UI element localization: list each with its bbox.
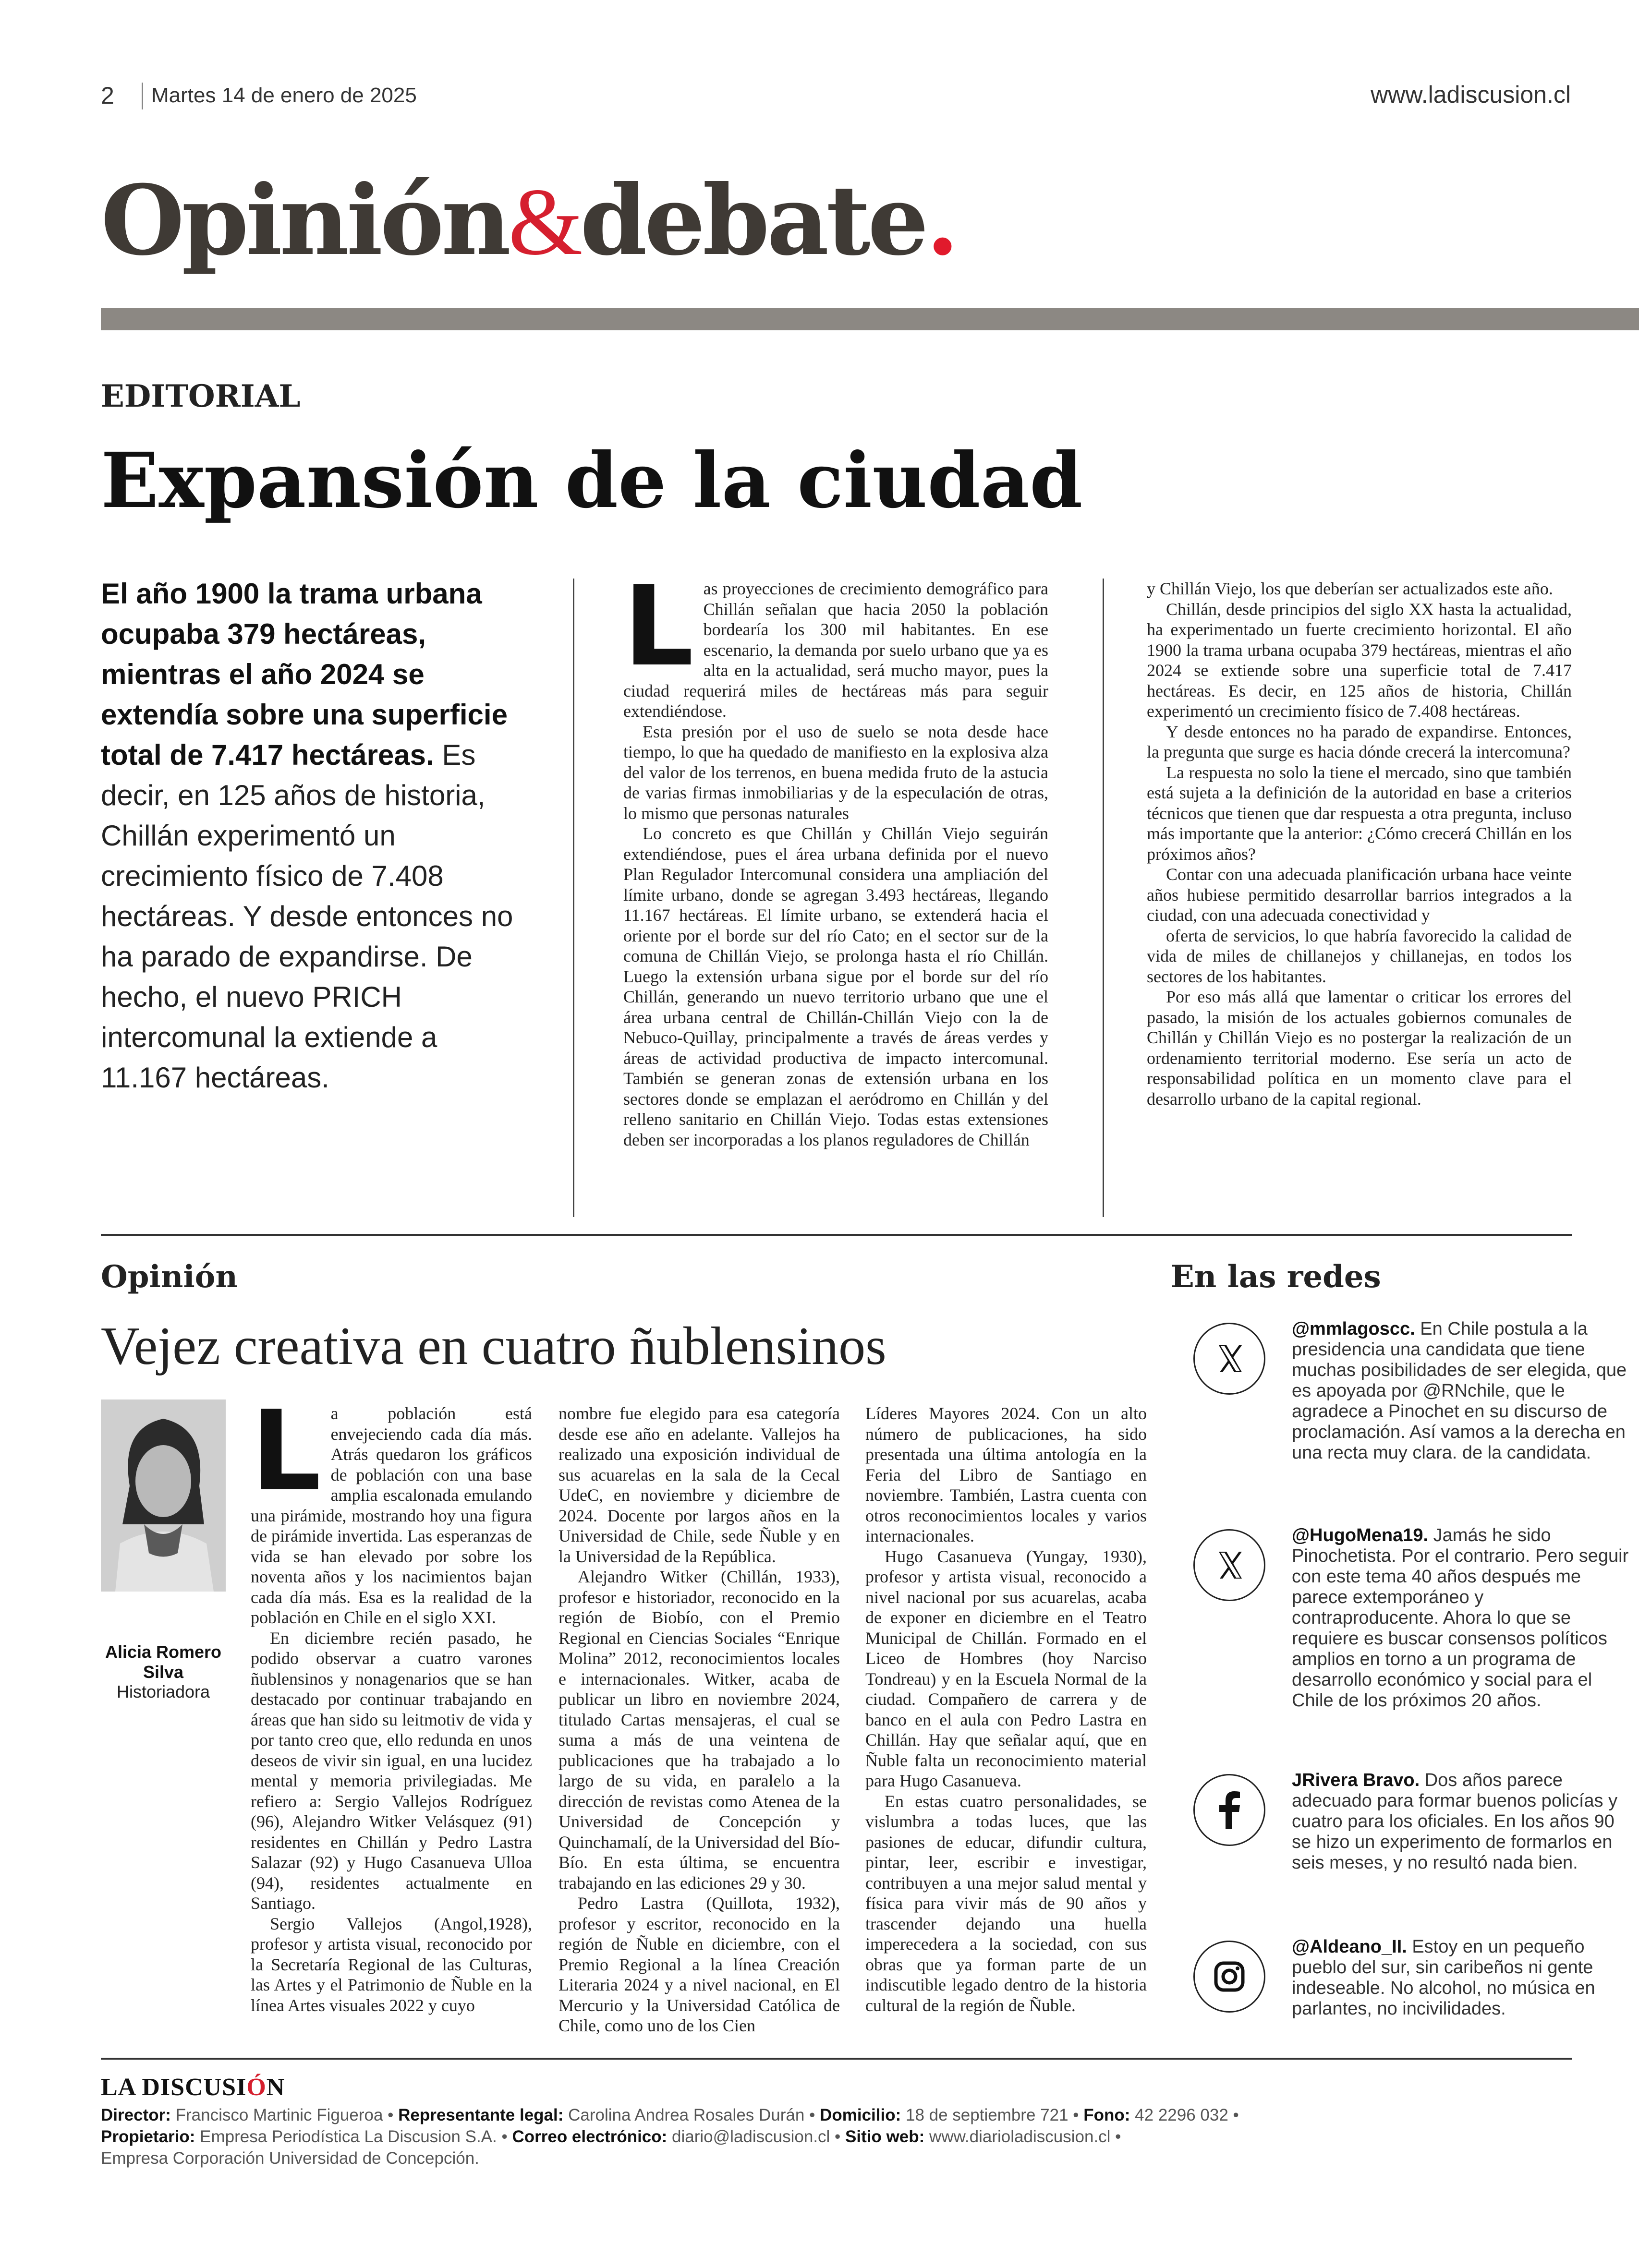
- opinion-column-3: [865, 1403, 1147, 2015]
- paragraph: Esta presión por el uso de suelo se nota desde hace tiempo, lo que ha quedado de manifiesto en la explosiva alza del valor de los terrenos, en buena medida fruto de la astucia de varias firmas inmobiliarias y de la especulación de otras, lo mismo que personas naturales: [623, 722, 1048, 823]
- editorial-lead-rest: Es decir, en 125 años de historia, Chillán experimentó un crecimiento físico de 7.408 hectáreas. Y desde entonces no ha parado de expandirse. De hecho, el nuevo PRICH intercomunal la extiende a 11.167 hectáreas.: [101, 739, 513, 1094]
- address-value: 18 de septiembre 721 •: [901, 2106, 1084, 2124]
- logo-accent: Ó: [246, 2074, 267, 2101]
- paragraph: nombre fue elegido para esa categoría desde ese año en adelante. Vallejos ha realizado una exposición individual de sus acuarelas en la sala de la Cecal UdeC, en noviembre y diciembre de 2024. Docente por largos años en la Universidad de Chile, sede Ñuble y en la Universidad de la República.: [558, 1404, 840, 1566]
- opinion-kicker: Opinión: [101, 1259, 238, 1295]
- opinion-column-1: [251, 1387, 532, 2015]
- column-divider: [1103, 579, 1104, 1217]
- footer-credits-line-3: Empresa Corporación Universidad de Concepción.: [101, 2149, 479, 2168]
- phone-value: 42 2296 032 •: [1130, 2106, 1239, 2124]
- section-title-debate: debate: [580, 164, 926, 277]
- paragraph: En diciembre recién pasado, he podido observar a cuatro varones ñublensinos y nonagenarios que se han destacado por continuar trabajando en áreas que han sido su leitmotiv de vida y por tanto creo que, ello redunda en unos deseos de vivir sin igual, en una lucidez mental y memoria privilegiadas. Me refiero a: Sergio Vallejos Rodríguez (96), Alejandro Witker Velásquez (91) residentes en Chillán y Pedro Lastra Salazar (92) y Hugo Casanueva Ulloa (94), residentes actualmente en Santiago.: [251, 1628, 532, 1913]
- email-label: Correo electrónico:: [512, 2127, 668, 2146]
- opinion-dropcap: L: [251, 1387, 321, 1516]
- x-icon: [1193, 1323, 1265, 1395]
- editorial-lead-bold: El año 1900 la trama urbana ocupaba 379 hectáreas, mientras el año 2024 se extendía sobre una superficie total de 7.417 hectáreas.: [101, 578, 508, 771]
- paragraph: Contar con una adecuada planificación urbana hace veinte años hubiese permitido desarrollar barrios integrados a la ciudad, con una adecuada conectividad y: [1147, 865, 1572, 925]
- paragraph: Por eso más allá que lamentar o criticar los errores del pasado, la misión de los actuales gobiernos comunales de Chillán y Chillán Viejo es no postergar la realización de un ordenamiento territorial moderno. Ese sería un acto de responsabilidad política en un momento clave para el desarrollo urbano de la capital regional.: [1147, 987, 1572, 1109]
- editorial-column-2: [1147, 579, 1572, 1109]
- author-name: Alicia Romero Silva: [105, 1642, 222, 1682]
- social-post-text: [1292, 1525, 1633, 1711]
- paragraph: Pedro Lastra (Quillota, 1932), profesor y escritor, reconocido en la región de Ñuble en diciembre, con el Premio Regional a la línea Creación Literaria 2024 y a nivel nacional, en El Mercurio y la Universidad Católica de Chile, como uno de los Cien: [558, 1894, 840, 2035]
- email-value[interactable]: diario@ladiscusion.cl •: [667, 2127, 846, 2146]
- instagram-icon: [1193, 1941, 1265, 2013]
- rep-label: Representante legal:: [398, 2106, 564, 2124]
- rep-value: Carolina Andrea Rosales Durán •: [563, 2106, 820, 2124]
- social-handle[interactable]: @Aldeano_II.: [1292, 1937, 1407, 1957]
- paragraph: Chillán, desde principios del siglo XX hasta la actualidad, ha experimentado un fuerte crecimiento horizontal. El año 1900 la trama urbana ocupaba 379 hectáreas, mientras el año 2024 se extiende sobre una superficie total de 7.417 hectáreas. Es decir, en 125 años de historia, Chillán experimentó un crecimiento físico de 7.408 hectáreas.: [1147, 599, 1572, 721]
- paragraph: y Chillán Viejo, los que deberían ser actualizados este año.: [1147, 579, 1553, 598]
- editorial-dropcap: L: [623, 563, 694, 691]
- page-number: 2: [101, 82, 114, 109]
- paragraph: oferta de servicios, lo que habría favorecido la calidad de vida de miles de chillanejos y chillanejas, en todos los sectores de los habitantes.: [1147, 926, 1572, 986]
- section-title: [101, 164, 957, 277]
- paragraph: Lo concreto es que Chillán y Chillán Viejo seguirán extendiéndose, pues el área urbana definida por el nuevo Plan Regulador Intercomunal considera una ampliación del límite urbano, donde se agregan 3.493 hectáreas, llegando 11.167 hectáreas. El límite urbano, se extenderá hacia el oriente por el borde sur del río Cato; en el sector sur de la comuna de Chillán Viejo, se prolonga hasta el río Chillán. Luego la extensión urbana sigue por el borde sur del río Chillán, generando un nuevo territorio urbano que une el área urbana central de Chillán-Chillán Viejo con la de Nebuco-Quillay, principalmente a través de áreas verdes y áreas de actividad productiva de impacto intercomunal. También se generan zonas de extensión urbana en los sectores donde se emplazan el aeródromo en Chillán y del relleno sanitario en Chillán Viejo. Todas estas extensiones deben ser incorporadas a los planos reguladores de Chillán: [623, 824, 1048, 1149]
- paragraph: La respuesta no solo la tiene el mercado, sino que también está sujeta a la definición de la autoridad en base a criterios técnicos que tienen que dar respuesta a otra pregunta, incluso más importante que la anterior: ¿Cómo crecerá Chillán en los próximos años?: [1147, 762, 1572, 864]
- paragraph: a población está envejeciendo cada día más. Atrás quedaron los gráficos de población con una base amplia escalonada emulando una pirámide, mostrando hoy una figura de pirámide invertida. Las esperanzas de vida se han elevado por sobre los noventa años y los nacimientos bajan cada día más. Esa es la realidad de la población en Chile en el siglo XXI.: [251, 1404, 532, 1627]
- issue-date: Martes 14 de enero de 2025: [151, 84, 417, 107]
- site-label: Sitio web:: [845, 2127, 925, 2146]
- section-title-dot: .: [925, 164, 957, 277]
- director-label: Director:: [101, 2106, 171, 2124]
- social-handle[interactable]: @mmlagoscc.: [1292, 1319, 1415, 1339]
- social-section-title: En las redes: [1171, 1259, 1381, 1295]
- header-divider: [142, 83, 143, 109]
- social-post-body: Estoy en un pequeño pueblo del sur, sin caribeños ni gente indeseable. No alcohol, no música en parlantes, no incivilidades.: [1292, 1937, 1595, 2019]
- editorial-column-1: [623, 563, 1048, 1150]
- social-post-body: Dos años parece adecuado para formar buenos policías y cuatro para los oficiales. En los años 90 se hizo un experimento de formarlos en seis meses, y no resultó nada bien.: [1292, 1770, 1618, 1873]
- opinion-column-2: [558, 1403, 840, 2036]
- editorial-headline: Expansión de la ciudad: [101, 436, 1083, 525]
- logo-text: LA DISCUSI: [101, 2074, 247, 2101]
- footer-divider: [101, 2058, 1572, 2060]
- paragraph: Y desde entonces no ha parado de expandirse. Entonces, la pregunta que surge es hacia dónde crecerá la intercomuna?: [1147, 722, 1572, 761]
- social-post-text: [1292, 1319, 1633, 1463]
- social-post-body: En Chile postula a la presidencia una candidata que tiene muchas posibilidades de ser elegida, que es apoyada por @RNchile, que le agradece a Pinochet en su discurso de proclamación. Así vamos a la derecha en una recta muy clara. de la candidata.: [1292, 1319, 1627, 1463]
- owner-value: Empresa Periodística La Discusion S.A. •: [195, 2127, 512, 2146]
- paragraph: as proyecciones de crecimiento demográfico para Chillán señalan que hacia 2050 la población bordearía los 300 mil habitantes. En ese escenario, la demanda por suelo urbano que ya es alta en la actualidad, será mucho mayor, pues la ciudad requerirá miles de hectáreas más para seguir extendiéndose.: [623, 579, 1048, 721]
- director-value: Francisco Martinic Figueroa •: [170, 2106, 399, 2124]
- author-photo: [101, 1399, 226, 1592]
- footer-credits-line-2: [101, 2126, 1121, 2147]
- owner-label: Propietario:: [101, 2127, 195, 2146]
- facebook-icon: [1193, 1774, 1265, 1846]
- section-divider: [101, 1234, 1572, 1236]
- section-band: [101, 308, 1639, 330]
- x-icon: [1193, 1529, 1265, 1601]
- social-handle[interactable]: JRivera Bravo.: [1292, 1770, 1420, 1790]
- website-link[interactable]: www.ladiscusion.cl: [1371, 81, 1571, 108]
- phone-label: Fono:: [1083, 2106, 1130, 2124]
- social-post-text: [1292, 1770, 1633, 1873]
- social-handle[interactable]: @HugoMena19.: [1292, 1525, 1429, 1545]
- address-label: Domicilio:: [820, 2106, 901, 2124]
- site-value[interactable]: www.diarioladiscusion.cl •: [924, 2127, 1121, 2146]
- section-title-opinion: Opinión: [101, 164, 509, 277]
- logo-text-end: N: [266, 2074, 285, 2101]
- section-title-ampersand: &: [508, 169, 580, 275]
- editorial-lead: [101, 574, 523, 1098]
- opinion-headline: Vejez creativa en cuatro ñublensinos: [101, 1316, 886, 1376]
- editorial-kicker: EDITORIAL: [101, 378, 301, 414]
- footer-credits-line-1: [101, 2105, 1239, 2126]
- newspaper-logo: [101, 2073, 285, 2101]
- author-role: Historiadora: [116, 1682, 210, 1701]
- paragraph: En estas cuatro personalidades, se vislumbra a todas luces, que las pasiones de educar, difundir cultura, pintar, leer, escribir e investigar, contribuyen a una mejor salud mental y física para vivir más de 90 años y trascender dejando una huella imperecedera a la sociedad, con sus obras que ya forman parte de un indiscutible legado dentro de la historia cultural de la región de Ñuble.: [865, 1791, 1147, 2015]
- paragraph: Alejandro Witker (Chillán, 1933), profesor e historiador, reconocido en la región de Biobío, con el Premio Regional en Ciencias Sociales “Enrique Molina” 2012, reconocimientos locales e internacionales. Witker, acaba de publicar un libro en noviembre 2024, titulado Cartas mensajeras, el cual se suma a más de una veintena de publicaciones que ha trabajado a lo largo de su vida, en paralelo a la dirección de revistas como Atenea de la Universidad de Concepción y Quinchamalí, de la Universidad del Bío-Bío. En esta última, se encuentra trabajando en las ediciones 29 y 30.: [558, 1567, 840, 1893]
- social-post-text: [1292, 1937, 1633, 2019]
- paragraph: Líderes Mayores 2024. Con un alto número de publicaciones, ha sido presentada una última antología en la Feria del Libro de Santiago en noviembre. También, Lastra cuenta con otros reconocimientos locales y varios internacionales.: [865, 1404, 1147, 1545]
- column-divider: [573, 579, 574, 1217]
- author-portrait: [101, 1399, 226, 1592]
- social-post-body: Jamás he sido Pinochetista. Por el contrario. Pero seguir con este tema 40 años después me parece extemporáneo y contraproducente. Ahora lo que se requiere es buscar consensos políticos amplios en torno a un programa de desarrollo económico y social para el Chile de los próximos 20 años.: [1292, 1525, 1629, 1711]
- paragraph: Hugo Casanueva (Yungay, 1930), profesor y artista visual, reconocido a nivel nacional por sus acuarelas, acaba de exponer en diciembre en el Teatro Municipal de Chillán. Formado en el Liceo de Hombres (hoy Narciso Tondreau) y en la Escuela Normal de la ciudad. Compañero de carrera y de banco en el aula con Pedro Lastra en Chillán. Hay que señalar aquí, que en Ñuble falta un reconocimiento material para Hugo Casanueva.: [865, 1546, 1147, 1790]
- paragraph: Sergio Vallejos (Angol,1928), profesor y artista visual, reconocido por la Secretaría Regional de las Culturas, las Artes y el Patrimonio de Ñuble en la línea Artes visuales 2022 y cuyo: [251, 1914, 532, 2015]
